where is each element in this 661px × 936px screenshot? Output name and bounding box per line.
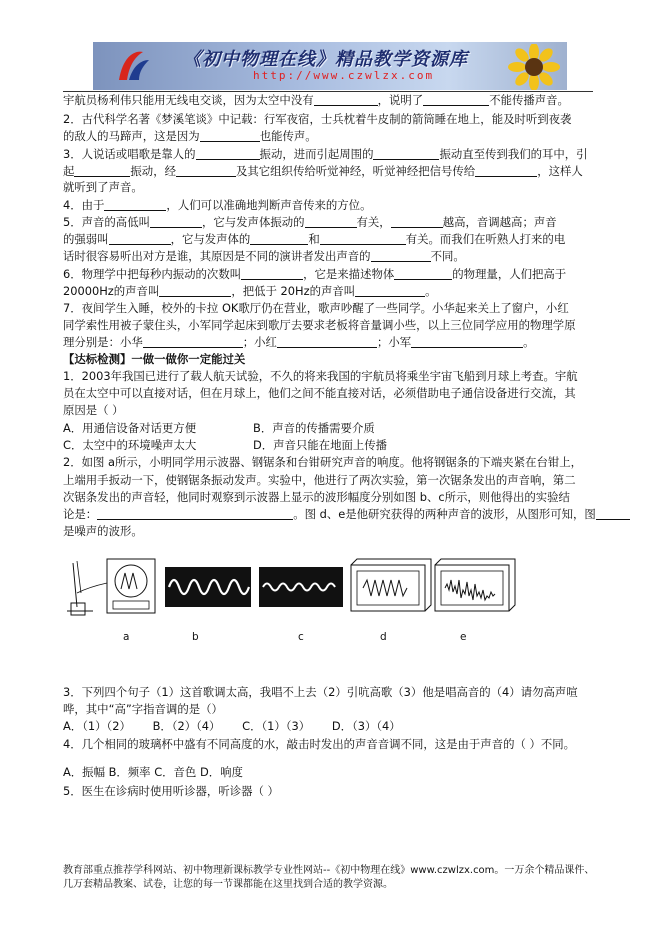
q4-line: 4．几个相同的玻璃杯中盛有不同高度的水，敲击时发出的声音音调不同，这是由于声音的（ ）不同。 — [63, 737, 576, 751]
q3-line: 哗，其中“高”字指音调的是（） — [63, 702, 223, 716]
section-title: 【达标检测】一做一做你一定能过关 — [63, 352, 246, 366]
figure-label-a: a — [123, 631, 130, 643]
text-line: 的敌人的马蹄声，这是因为 也能传声。 — [63, 129, 317, 143]
q2-line: 论是： 。图 d、e是他研究获得的两种声音的波形，从图形可知，图 — [63, 507, 603, 522]
option-c: C．太空中的环境噪声太大 — [63, 438, 197, 452]
q2-line: 是噪声的波形。 — [63, 524, 143, 538]
option-d: D．声音只能在地面上传播 — [253, 438, 388, 452]
text-line: 理分别是：小华 ；小红 ；小军 。 — [63, 335, 535, 349]
q1-line: 原因是（ ） — [63, 403, 124, 417]
banner-url: http://www.czwlzx.com — [253, 69, 435, 82]
text-line: 话时很容易听出对方是谁，其原因是不同的演讲者发出声音的 不同。 — [63, 249, 465, 263]
figure-label-e: e — [460, 631, 467, 643]
banner-title: 《初中物理在线》精品教学资源库 — [183, 49, 468, 70]
text-line: 20000Hz的声音叫 ，把低于 20Hz的声音叫 。 — [63, 284, 437, 298]
q1-line: 1．2003年我国已进行了载人航天试验，不久的将来我国的宇航员将乘坐宇宙飞船到月球上考查。宇航 — [63, 369, 578, 383]
figure-label-c: c — [298, 631, 304, 643]
figure-label-d: d — [380, 631, 387, 643]
site-logo — [113, 46, 153, 86]
header-banner — [93, 42, 567, 90]
sunflower-image — [507, 44, 561, 90]
text-line: 6．物理学中把每秒内振动的次数叫 ，它是来描述物体 的物理量，人们把高于 — [63, 267, 567, 281]
option-b: B．声音的传播需要介质 — [253, 421, 375, 435]
figure-row — [63, 553, 583, 623]
q3-line: 3．下列四个句子（1）这首歌调太高，我唱不上去（2）引吭高歌（3）他是唱高音的（4）请勿高声喧 — [63, 685, 578, 699]
q1-options-row — [63, 438, 603, 453]
figure-label-b: b — [192, 631, 199, 643]
q2-line: 次锯条发出的声音轻，他同时观察到示波器上显示的波形幅度分别如图 b、c所示，则他得出的实验结 — [63, 490, 570, 504]
figure-b-waveform — [165, 567, 251, 607]
text-line: 的强弱叫 ，它与发声体的 和 有关。而我们在听熟人打来的电 — [63, 232, 566, 246]
figure-d-waveform — [351, 559, 431, 611]
figure-a-apparatus — [67, 559, 155, 615]
q1-line: 员在太空中可以直接对话，但在月球上，他们之间不能直接对话，必须借助电子通信设备进行交流，其 — [63, 386, 576, 400]
footer-line: 教育部重点推荐学科网站、初中物理新课标教学专业性网站--《初中物理在线》www.czwlzx.com。一万余个精品课件、 — [63, 865, 595, 876]
text-line: 起 振动，经 及其它组织传给听觉神经，听觉神经把信号传给 ，这样人 — [63, 164, 583, 178]
q2-line: 2．如图 a所示，小明同学用示波器、钢锯条和台钳研究声音的响度。他将钢锯条的下端夹紧在台钳上， — [63, 455, 583, 469]
q2-line: 上端用手扳动一下，使钢锯条振动发声。实验中，他进行了两次实验，第一次锯条发出的声音响，第二 — [63, 473, 576, 487]
figure-e-waveform — [435, 559, 515, 611]
q1-options-row — [63, 421, 603, 436]
text-line: 宇航员杨利伟只能用无线电交谈，因为太空中没有 ，说明了 不能传播声音。 — [63, 93, 569, 107]
q4-options: A．振幅 B．频率 C．音色 D．响度 — [63, 765, 243, 779]
q5-line: 5．医生在诊病时使用听诊器，听诊器（ ） — [63, 784, 279, 798]
q3-options: A．（1）（2） B．（2）（4） C．（1）（3） D．（3）（4） — [63, 719, 401, 733]
text-line: 2．古代科学名著《梦溪笔谈》中记载：行军夜宿，士兵枕着牛皮制的箭筒睡在地上，能及时听到夜袭 — [63, 112, 572, 126]
text-line: 就听到了声音。 — [63, 180, 143, 194]
text-line: 4．由于 ，人们可以准确地判断声音传来的方位。 — [63, 198, 372, 212]
footer-line: 几万套精品教案、试卷，让您的每一节课都能在这里找到合适的教学资源。 — [63, 879, 393, 890]
text-line: 同学索性用被子蒙住头，小军同学起床到歌厅去要求老板将音量调小些，以上三位同学应用的物理学原 — [63, 318, 576, 332]
text-line: 3．人说话或唱歌是靠人的 振动，进而引起周围的 振动直至传到我们的耳中，引 — [63, 147, 588, 161]
header-rule — [63, 91, 593, 92]
text-line: 5．声音的高低叫 ，它与发声体振动的 有关， 越高，音调越高；声音 — [63, 215, 557, 229]
text-line: 7．夜间学生入睡，校外的卡拉 OK歌厅仍在营业，歌声吵醒了一些同学。小华起来关上了窗户，小红 — [63, 301, 569, 315]
option-a: A．用通信设备对话更方便 — [63, 421, 197, 435]
figure-c-waveform — [259, 567, 343, 607]
